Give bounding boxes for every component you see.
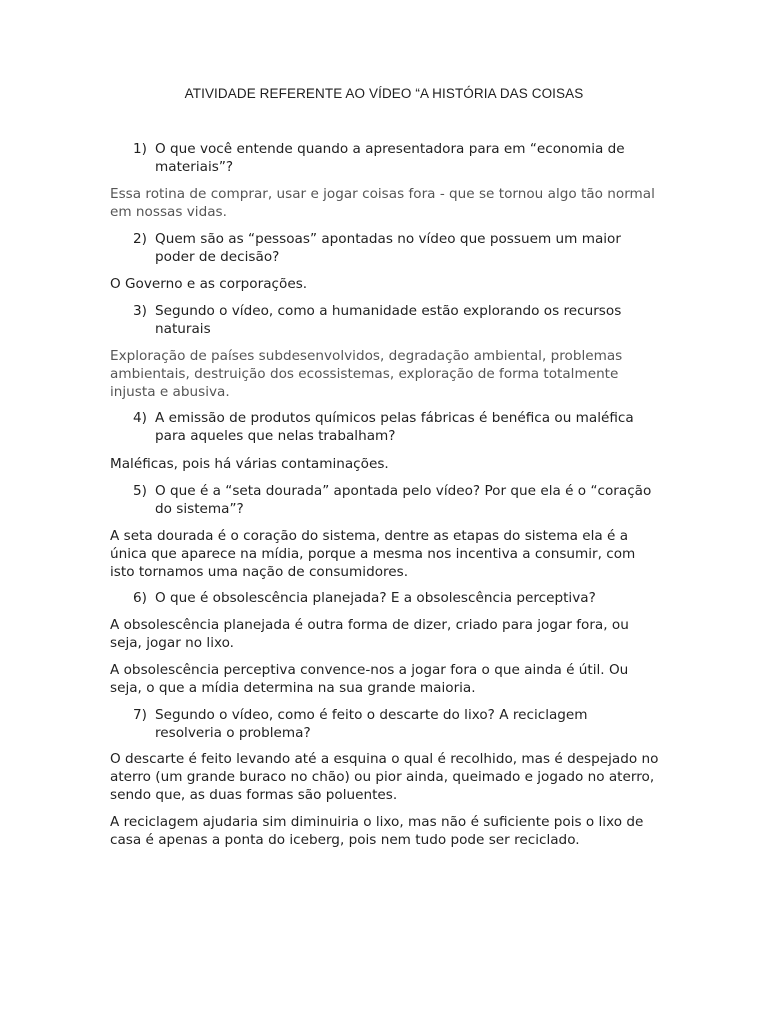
answer-6a: A obsolescência planejada é outra forma de dizer, criado para jogar fora, ou seja, jogar no lixo. xyxy=(110,617,629,651)
answer-6b: A obsolescência perceptiva convence-nos a jogar fora o que ainda é útil. Ou seja, o que a mídia determina na sua grande maioria. xyxy=(110,662,629,696)
question-3 xyxy=(133,302,653,338)
question-text: Segundo o vídeo, como a humanidade estão explorando os recursos naturais xyxy=(155,303,622,337)
question-number: 5) xyxy=(133,483,147,499)
question-number: 3) xyxy=(133,303,147,319)
answer-3: Exploração de países subdesenvolvidos, degradação ambiental, problemas ambientais, destruição dos ecossistemas, exploração de forma totalmente injusta e abusiva. xyxy=(110,348,623,400)
document-title: ATIVIDADE REFERENTE AO VÍDEO “A HISTÓRIA DAS COISAS xyxy=(184,86,584,101)
answer-4: Maléficas, pois há várias contaminações. xyxy=(110,456,389,472)
question-text: A emissão de produtos químicos pelas fábricas é benéfica ou maléfica para aqueles que nelas trabalham? xyxy=(155,410,634,444)
question-7 xyxy=(133,706,653,742)
question-text: Segundo o vídeo, como é feito o descarte do lixo? A reciclagem resolveria o problema? xyxy=(155,707,588,741)
question-number: 1) xyxy=(133,141,147,157)
answer-2: O Governo e as corporações. xyxy=(110,276,308,292)
answer-1: Essa rotina de comprar, usar e jogar coisas fora - que se tornou algo tão normal em nossas vidas. xyxy=(110,186,655,220)
answer-7b: A reciclagem ajudaria sim diminuiria o lixo, mas não é suficiente pois o lixo de casa é apenas a ponta do iceberg, pois nem tudo pode ser reciclado. xyxy=(110,814,644,848)
question-number: 2) xyxy=(133,231,147,247)
answer-7a: O descarte é feito levando até a esquina o qual é recolhido, mas é despejado no aterro (um grande buraco no chão) ou pior ainda, queimado e jogado no aterro, sendo que, as duas formas são poluentes. xyxy=(110,751,659,803)
question-number: 7) xyxy=(133,707,147,723)
question-4 xyxy=(133,409,653,445)
question-1 xyxy=(133,140,653,176)
question-text: O que é obsolescência planejada? E a obsolescência perceptiva? xyxy=(155,590,596,606)
question-text: Quem são as “pessoas” apontadas no vídeo que possuem um maior poder de decisão? xyxy=(155,231,621,265)
question-number: 4) xyxy=(133,410,147,426)
question-text: O que é a “seta dourada” apontada pelo vídeo? Por que ela é o “coração do sistema”? xyxy=(155,483,652,517)
question-6 xyxy=(133,589,653,607)
answer-5: A seta dourada é o coração do sistema, dentre as etapas do sistema ela é a única que aparece na mídia, porque a mesma nos incentiva a consumir, com isto tornamos uma nação de consumidores. xyxy=(110,528,636,580)
question-number: 6) xyxy=(133,590,147,606)
question-2 xyxy=(133,230,653,266)
question-text: O que você entende quando a apresentadora para em “economia de materiais”? xyxy=(155,141,625,175)
question-5 xyxy=(133,482,653,518)
